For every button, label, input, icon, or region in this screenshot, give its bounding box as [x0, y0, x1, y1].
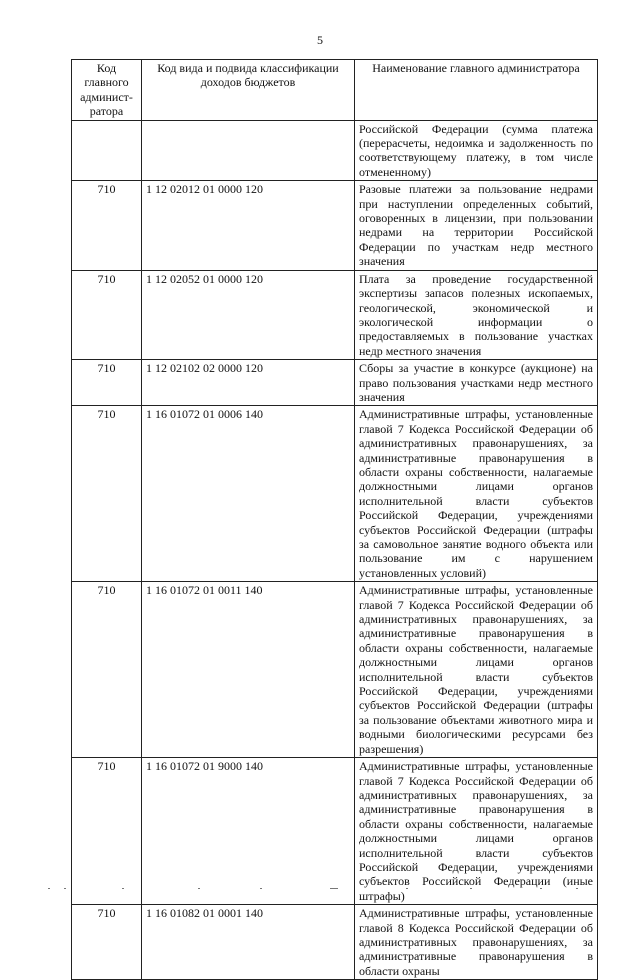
administrator-name-cell: Административные штрафы, установленные главой 7 Кодекса Российской Федерации об административных правонарушениях, за административные правонарушения в области охраны собственности, налагаемые должностными лицами органов исполнительной власти субъектов Российской Федерации, учреждениями субъектов Российской Федерации (штрафы за самовольное занятие водного объекта или пользование им с нарушением установленных условий) — [355, 406, 598, 582]
revenue-code-cell: 1 16 01072 01 0011 140 — [142, 582, 355, 758]
table-row — [72, 120, 598, 181]
admin-code-cell: 710 — [72, 406, 142, 582]
admin-code-cell: 710 — [72, 582, 142, 758]
page-number: 5 — [317, 33, 323, 47]
administrator-name-cell: Административные штрафы, установленные главой 7 Кодекса Российской Федерации об административных правонарушениях, за административные правонарушения в области охраны собственности, налагаемые должностными лицами органов исполнительной власти субъектов Российской Федерации, учреждениями субъектов Российской Федерации (иные штрафы) — [355, 758, 598, 905]
admin-code-cell: 710 — [72, 270, 142, 359]
table-header-row — [72, 60, 598, 121]
table-row — [72, 758, 598, 905]
administrator-name-cell: Административные штрафы, установленные главой 8 Кодекса Российской Федерации об административных правонарушениях, за административные правонарушения в области охраны — [355, 905, 598, 980]
revenue-administrators-table — [71, 59, 598, 980]
table-row — [72, 905, 598, 980]
revenue-code-cell — [142, 120, 355, 181]
administrator-name-cell: Российской Федерации (сумма платежа (перерасчеты, недоимка и задолженность по соответствующему платежу, в том числе отмененному) — [355, 120, 598, 181]
header-admin-code: Код главного админист-ратора — [72, 60, 142, 121]
admin-code-cell: 710 — [72, 758, 142, 905]
table-row — [72, 270, 598, 359]
scan-artifact-dots — [0, 888, 640, 894]
revenue-code-cell: 1 12 02052 01 0000 120 — [142, 270, 355, 359]
administrator-name-cell: Административные штрафы, установленные главой 7 Кодекса Российской Федерации об административных правонарушениях, за административные правонарушения в области охраны собственности, налагаемые должностными лицами органов исполнительной власти субъектов Российской Федерации, учреждениями субъектов Российской Федерации (штрафы за пользование объектами животного мира и водными биологическими ресурсами без разрешения) — [355, 582, 598, 758]
revenue-code-cell: 1 16 01082 01 0001 140 — [142, 905, 355, 980]
administrator-name-cell: Разовые платежи за пользование недрами при наступлении определенных событий, оговоренных в лицензии, при пользовании недрами на территории Российской Федерации по участкам недр местного значения — [355, 181, 598, 270]
revenue-code-cell: 1 12 02102 02 0000 120 — [142, 360, 355, 406]
table-row — [72, 406, 598, 582]
administrator-name-cell: Плата за проведение государственной экспертизы запасов полезных ископаемых, геологической, экономической и экологической информации о предоставляемых в пользование участках недр местного значения — [355, 270, 598, 359]
table-row — [72, 360, 598, 406]
administrator-name-cell: Сборы за участие в конкурсе (аукционе) на право пользования участками недр местного значения — [355, 360, 598, 406]
table-row — [72, 181, 598, 270]
header-revenue-classification-code: Код вида и подвида классификации доходов бюджетов — [142, 60, 355, 121]
admin-code-cell: 710 — [72, 181, 142, 270]
header-administrator-name: Наименование главного администратора — [355, 60, 598, 121]
admin-code-cell — [72, 120, 142, 181]
revenue-code-cell: 1 16 01072 01 9000 140 — [142, 758, 355, 905]
admin-code-cell: 710 — [72, 360, 142, 406]
admin-code-cell: 710 — [72, 905, 142, 980]
table-row — [72, 582, 598, 758]
revenue-code-cell: 1 16 01072 01 0006 140 — [142, 406, 355, 582]
revenue-code-cell: 1 12 02012 01 0000 120 — [142, 181, 355, 270]
